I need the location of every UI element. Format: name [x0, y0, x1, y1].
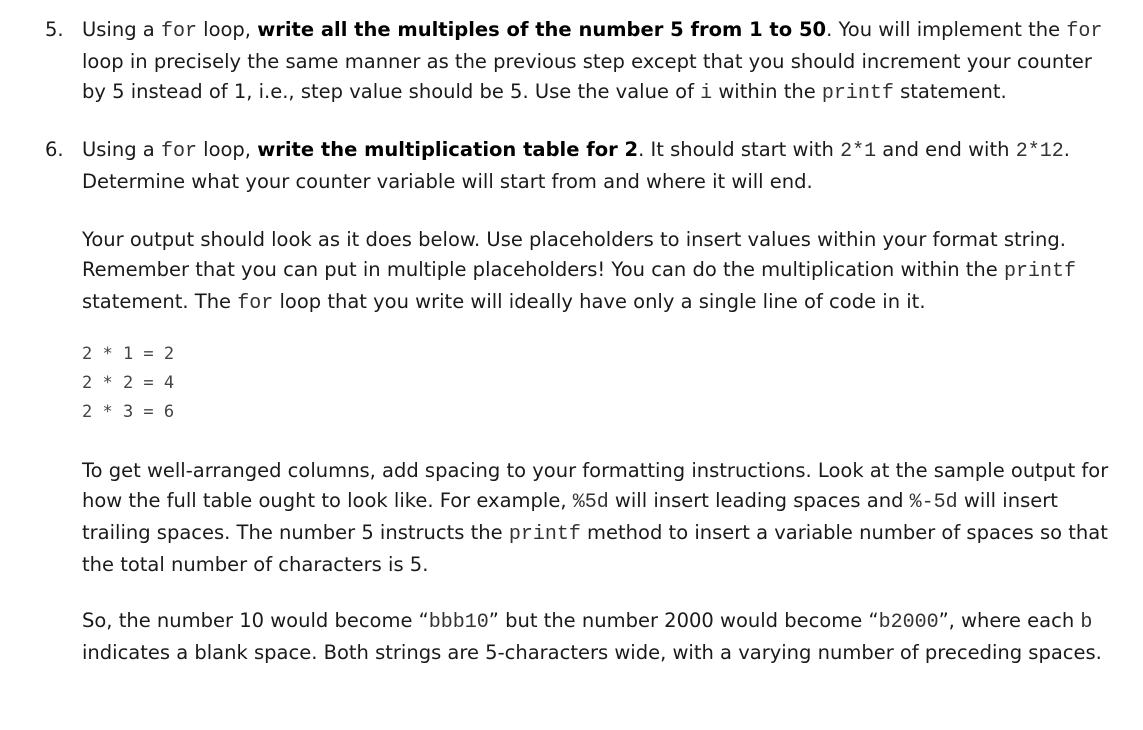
sample-line: 2 * 3 = 6 [82, 402, 175, 422]
code-printf: printf [1003, 260, 1076, 283]
code-start: 2*1 [840, 140, 877, 163]
step-5-number: 5. [45, 18, 64, 41]
step-5-bold: write all the multiples of the number 5 from 1 to 50 [257, 18, 827, 41]
step-6-number: 6. [45, 138, 64, 161]
step-6-text: Using a for loop, write the multiplication table for 2. It should start with 2*1 and end with 2*12. Determine what your counter variable will start from and where it will end. [82, 138, 1070, 193]
code-bbb10: bbb10 [428, 611, 489, 634]
output-paragraph: Your output should look as it does below. Use placeholders to insert values within your format string. Remember that you can put in multiple placeholders! You can do the multiplication within the printf statement. The for loop that you write will ideally have only a single line of code in it. [82, 228, 1076, 315]
code-i: i [700, 82, 713, 105]
step-6-bold: write the multiplication table for 2 [257, 138, 639, 161]
sample-line: 2 * 1 = 2 [82, 344, 175, 364]
spacing-paragraph: To get well-arranged columns, add spacing to your formatting instructions. Look at the sample output for how the full table ought to look like. For example, %5d will insert leading spaces and %-5d will insert trailing spaces. The number 5 instructs the printf method to insert a variable number of spaces so that the total number of characters is 5. [82, 459, 1109, 576]
code-for: for [160, 140, 197, 163]
code-b: b [1080, 611, 1093, 634]
step-6 [45, 135, 1115, 197]
code-for: for [160, 20, 197, 43]
step-5-text: Using a for loop, write all the multiples of the number 5 from 1 to 50. You will implement the for loop in precisely the same manner as the previous step except that you should increment your counter by 5 instead of 1, i.e., step value should be 5. Use the value of i within the printf statement. [82, 18, 1103, 105]
code-5d: %5d [572, 491, 609, 514]
example-paragraph: So, the number 10 would become “bbb10” but the number 2000 would become “b2000”, where each b indicates a blank space. Both strings are 5-characters wide, with a varying number of preceding spaces. [82, 609, 1102, 664]
code-b2000: b2000 [878, 611, 939, 634]
step-5 [45, 15, 1115, 109]
code-printf: printf [821, 82, 894, 105]
code-for: for [1066, 20, 1103, 43]
code-end: 2*12 [1015, 140, 1064, 163]
code-for: for [237, 292, 274, 315]
code-minus-5d: %-5d [909, 491, 958, 514]
sample-output [82, 340, 174, 427]
sample-line: 2 * 2 = 4 [82, 373, 175, 393]
code-printf: printf [508, 523, 581, 546]
